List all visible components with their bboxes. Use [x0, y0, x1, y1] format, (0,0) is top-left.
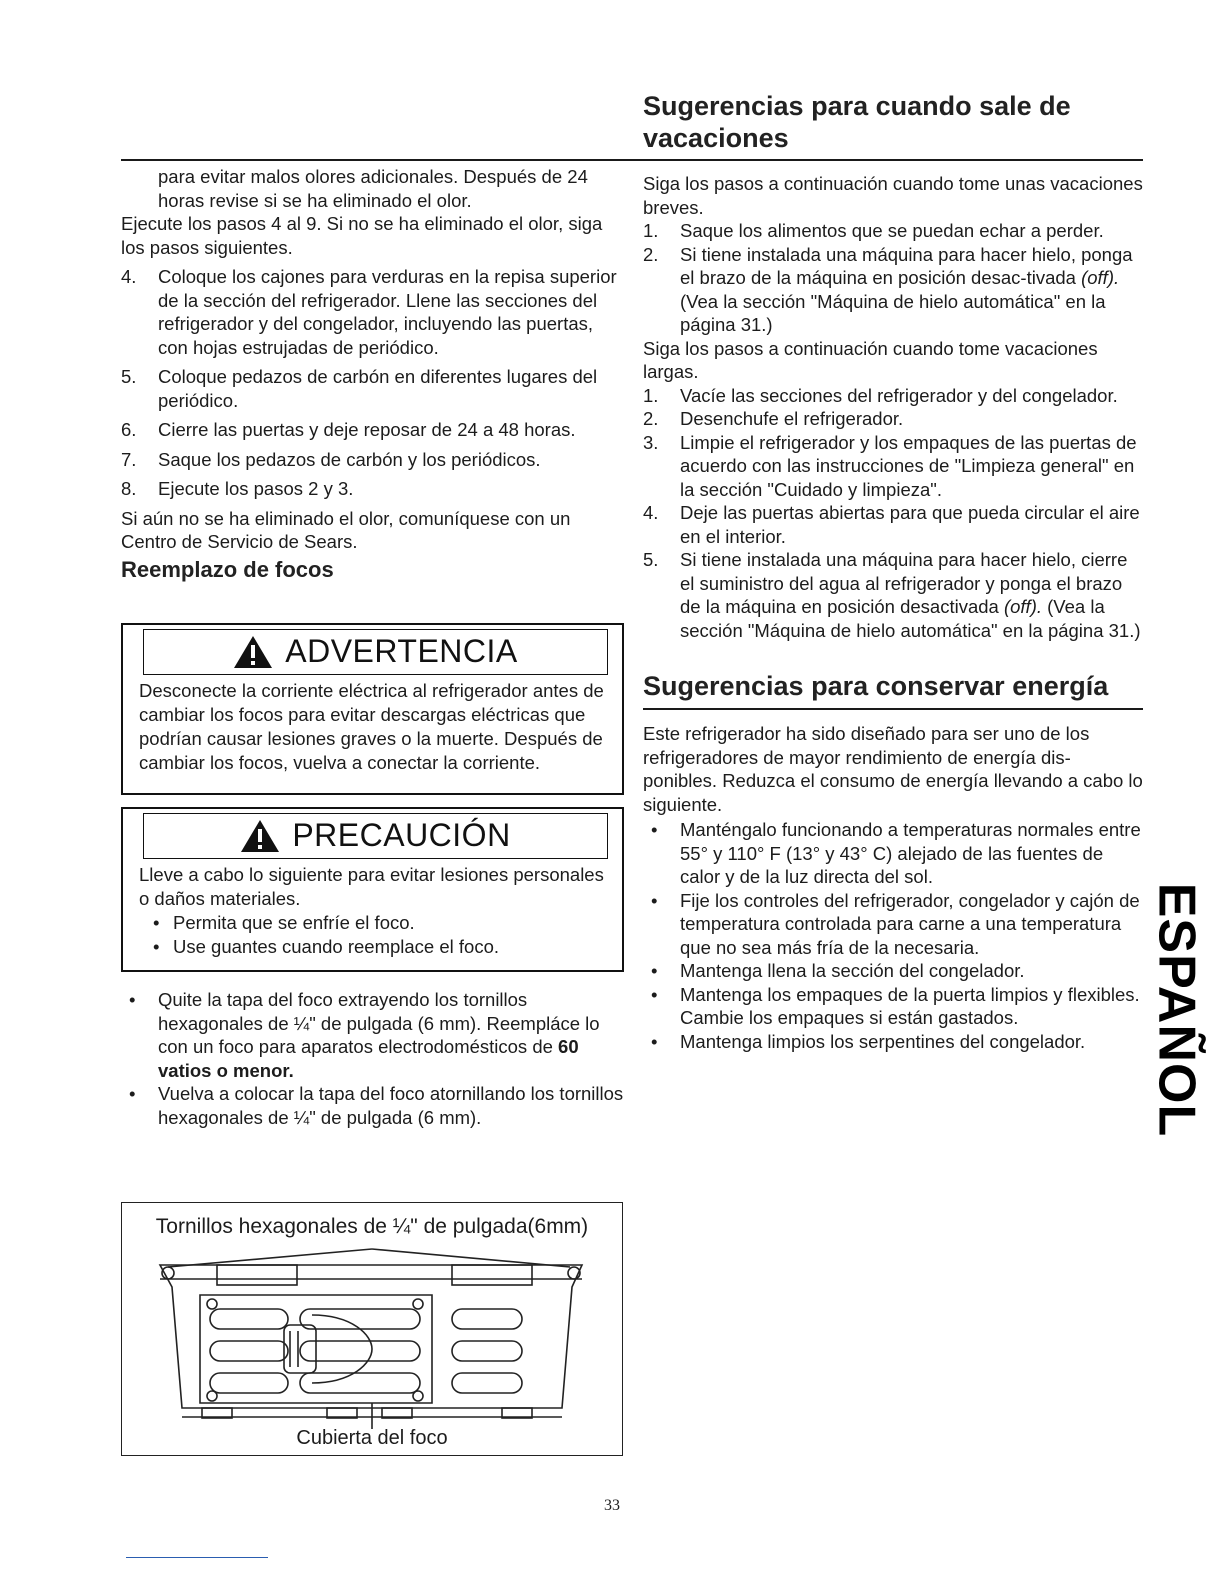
bulb-cover-figure: [121, 1202, 623, 1456]
long-vacation-steps: [643, 384, 1143, 643]
warning-title-bar: [143, 629, 608, 675]
caution-box: [121, 807, 624, 972]
caution-triangle-icon: [240, 819, 280, 853]
odor-steps: [121, 265, 624, 501]
warning-triangle-icon: [233, 635, 273, 669]
list-item: • Mantenga limpios los serpentines del congelador.: [651, 1030, 1086, 1052]
short-vacation-intro: Siga los pasos a continuación cuando tome unas vacaciones breves.: [643, 173, 1143, 218]
right-column: [643, 172, 1143, 1053]
list-item: 4. Deje las puertas abiertas para que pueda circular el aire en el interior.: [643, 502, 1140, 547]
language-tab: [1148, 880, 1204, 1140]
energy-intro: Este refrigerador ha sido diseñado para ser uno de los refrigeradores de mayor rendimiento de energía dis-ponibles. Reduzca el consumo de energía llevando a cabo lo siguiente.: [643, 723, 1143, 815]
list-item: • Mantenga llena la sección del congelador.: [651, 960, 1025, 981]
bulb-steps: [121, 988, 624, 1129]
page-number: 33: [604, 1497, 620, 1514]
caution-list: [139, 911, 608, 958]
vacation-heading: Sugerencias para cuando sale de vacaciones: [643, 91, 1071, 153]
top-rule: [121, 159, 1143, 161]
warning-body: Desconecte la corriente eléctrica al refrigerador antes de cambiar los focos para evitar descargas eléctricas que podrían causar lesiones graves o la muerte. Después de cambiar los focos, vuelva a conectar la corriente.: [139, 680, 604, 773]
left-column: [121, 165, 624, 1129]
list-item: 5. Si tiene instalada una máquina para hacer hielo, cierre el suministro del agua al refrigerador y ponga el brazo de la máquina en posición desactivada (off). (Vea la sección "Máquina de hielo automática" en la página 31.): [643, 549, 1141, 641]
list-item: 1. Vacíe las secciones del refrigerador y del congelador.: [643, 384, 1118, 406]
energy-heading: Sugerencias para conservar energía: [643, 671, 1109, 701]
language-tab-label: ESPAÑOL: [1147, 882, 1206, 1138]
list-item: 3. Limpie el refrigerador y los empaques de las puertas de acuerdo con las instrucciones de "Limpieza general" en la sección "Cuidado y limpieza".: [643, 431, 1137, 500]
energy-rule: [643, 708, 1143, 710]
caution-title-bar: [143, 813, 608, 859]
list-item: 6. Cierre las puertas y deje reposar de 24 a 48 horas.: [121, 419, 576, 440]
list-item: • Vuelva a colocar la tapa del foco atornillando los tornillos hexagonales de ¼" de pulgada (6 mm).: [129, 1083, 624, 1128]
list-item: • Permita que se enfríe el foco.: [153, 912, 415, 933]
long-vacation-intro: Siga los pasos a continuación cuando tome vacaciones largas.: [643, 337, 1098, 382]
list-item: • Fije los controles del refrigerador, congelador y cajón de temperatura controlada para carne a una temperatura que no sea más fría de la necesaria.: [651, 889, 1140, 958]
bulb-cover-diagram: [122, 1203, 622, 1455]
bulb-replacement-heading: Reemplazo de focos: [121, 556, 334, 582]
list-item: 1. Saque los alimentos que se puedan echar a perder.: [643, 220, 1104, 241]
list-item: 2. Si tiene instalada una máquina para hacer hielo, ponga el brazo de la máquina en posición desac-tivada (off). (Vea la sección "Máquina de hielo automática" en la página 31.): [643, 243, 1133, 335]
short-vacation-steps: [643, 219, 1143, 337]
figure-caption: Cubierta del foco: [296, 1427, 448, 1449]
list-item: 2. Desenchufe el refrigerador.: [643, 408, 904, 429]
list-item: 5. Coloque pedazos de carbón en diferentes lugares del periódico.: [121, 366, 598, 411]
warning-box: [121, 623, 624, 795]
list-item: 7. Saque los pedazos de carbón y los periódicos.: [121, 448, 541, 470]
footer-line: [126, 1557, 268, 1558]
caution-title: PRECAUCIÓN: [292, 817, 511, 854]
intro-paragraph: Ejecute los pasos 4 al 9. Si no se ha eliminado el olor, siga los pasos siguientes.: [121, 213, 603, 258]
list-item: 4. Coloque los cajones para verduras en la repisa superior de la sección del refrigerador. Llene las secciones del refrigerador y del congelador, incluyendo las puertas, con hojas estrujadas de periódico.: [121, 266, 617, 358]
after-steps-paragraph: Si aún no se ha eliminado el olor, comuníquese con un Centro de Servicio de Sears.: [121, 507, 571, 552]
intro-continuation: para evitar malos olores adicionales. Después de 24 horas revise si se ha eliminado el olor.: [158, 166, 588, 211]
figure-title: Tornillos hexagonales de ¼" de pulgada(6mm): [155, 1215, 589, 1238]
wattage-note: 60 vatios o menor.: [158, 1036, 579, 1081]
list-item: • Use guantes cuando reemplace el foco.: [153, 935, 500, 957]
warning-title: ADVERTENCIA: [285, 633, 518, 670]
list-item: 8. Ejecute los pasos 2 y 3.: [121, 478, 354, 499]
list-item: • Mantenga los empaques de la puerta limpios y flexibles. Cambie los empaques si están gastados.: [651, 983, 1140, 1028]
list-item: • Manténgalo funcionando a temperaturas normales entre 55° y 110° F (13° y 43° C) alejado de las fuentes de calor y de la luz directa del sol.: [651, 819, 1141, 887]
energy-list: [643, 818, 1143, 1053]
list-item: • Quite la tapa del foco extrayendo los tornillos hexagonales de ¼" de pulgada (6 mm). Reempláce lo con un foco para aparatos electrodomésticos de 60 vatios o menor.: [129, 989, 600, 1081]
caution-body: Lleve a cabo lo siguiente para evitar lesiones personales o daños materiales.: [139, 864, 604, 909]
